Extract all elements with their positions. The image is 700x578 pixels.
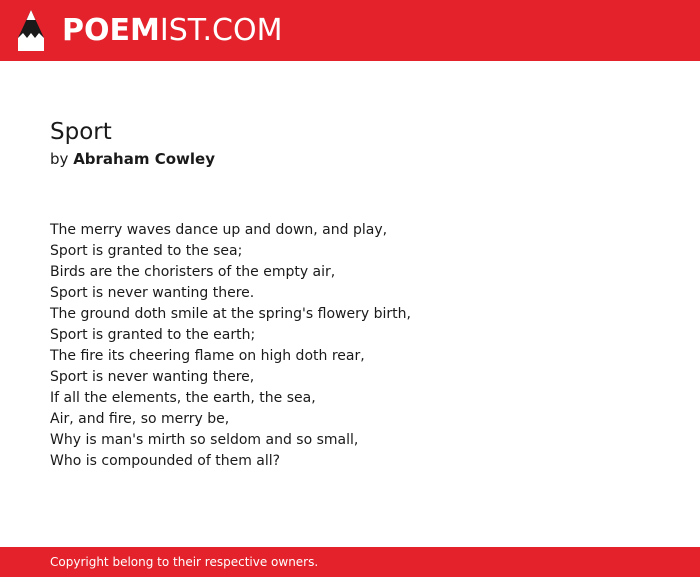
- poem-content: [50, 116, 650, 472]
- poem-byline: [50, 148, 650, 170]
- poem-title: Sport: [50, 119, 112, 145]
- poem-line: Birds are the choristers of the empty air,: [50, 264, 336, 280]
- poem-line: Sport is granted to the earth;: [50, 327, 256, 343]
- logo-light-text: IST.COM: [159, 13, 283, 48]
- poem-line: Why is man's mirth so seldom and so small,: [50, 432, 359, 448]
- poem-line: Sport is granted to the sea;: [50, 243, 243, 259]
- site-logo[interactable]: [62, 11, 282, 51]
- poem-line: The merry waves dance up and down, and play,: [50, 222, 388, 238]
- poem-line: Sport is never wanting there,: [50, 369, 255, 385]
- poem-line: Who is compounded of them all?: [50, 453, 281, 469]
- site-header: [0, 0, 700, 61]
- poem-line: If all the elements, the earth, the sea,: [50, 390, 316, 406]
- site-footer: [0, 547, 700, 577]
- poem-line: The fire its cheering flame on high doth rear,: [50, 348, 365, 364]
- pencil-icon: [17, 10, 45, 51]
- poem-line: Sport is never wanting there.: [50, 285, 255, 301]
- by-label: by: [50, 150, 69, 168]
- poem-body: [50, 220, 650, 472]
- logo-bold-text: POEM: [62, 13, 160, 48]
- poem-line: The ground doth smile at the spring's flowery birth,: [50, 306, 411, 322]
- copyright-text: Copyright belong to their respective owners.: [50, 555, 319, 569]
- poem-author: Abraham Cowley: [73, 150, 215, 168]
- poem-line: Air, and fire, so merry be,: [50, 411, 230, 427]
